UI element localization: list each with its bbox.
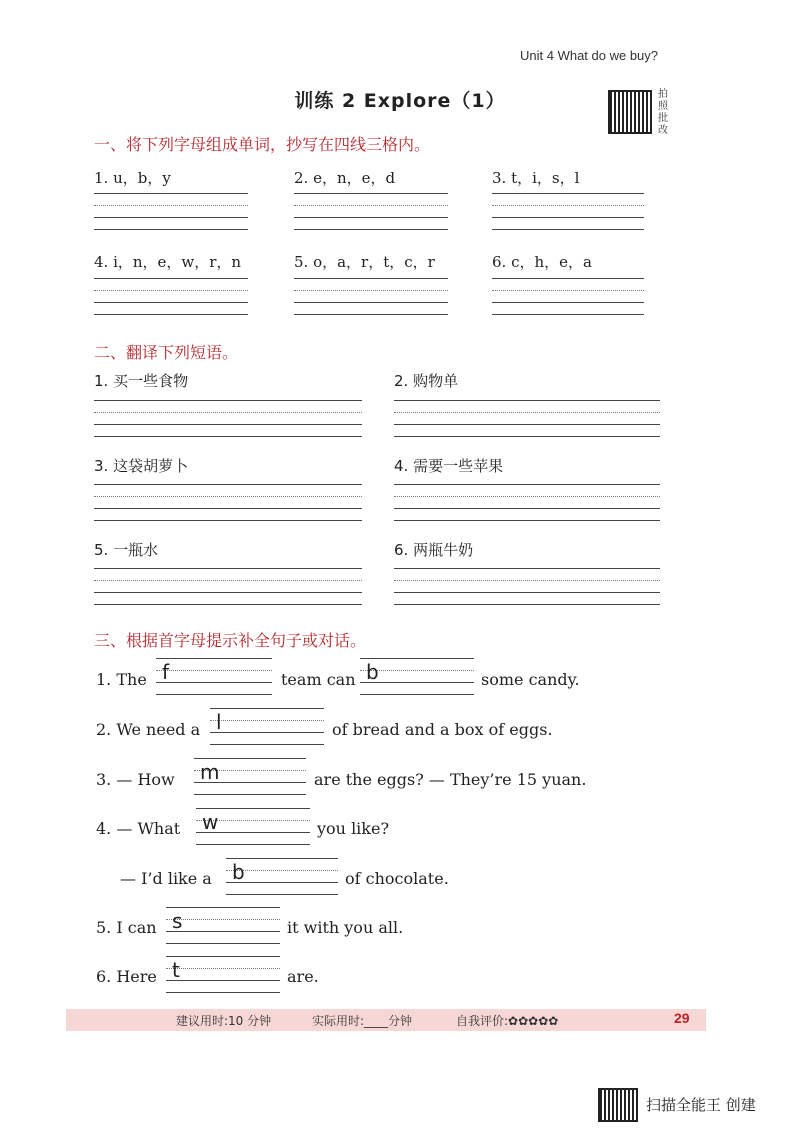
translation-grid-3[interactable] — [94, 484, 362, 522]
qr-label: 拍照批改 — [658, 89, 668, 136]
scanner-qr-icon — [598, 1088, 638, 1122]
blank-6[interactable] — [166, 956, 280, 996]
section2-heading: 二、翻译下列短语。 — [94, 343, 239, 362]
translation-grid-2[interactable] — [394, 400, 660, 438]
sentence-1 — [96, 670, 147, 689]
sentence-4b-part-b: of chocolate. — [345, 869, 449, 888]
blank-4b[interactable] — [226, 858, 338, 898]
hint-letter: m — [200, 760, 220, 784]
sentence-5-part-a: 5. I can — [96, 918, 157, 937]
unit-header: Unit 4 What do we buy? — [520, 48, 659, 63]
sentence-6-part-a: 6. Here — [96, 967, 157, 986]
s2-item-2: 2. 购物单 — [394, 372, 459, 390]
translation-grid-6[interactable] — [394, 568, 660, 606]
sentence-4b-part-a: — I’d like a — [120, 869, 212, 888]
sentence-2-part-a: 2. We need a — [96, 720, 201, 739]
sentence-3-part-b: are the eggs? — They’re 15 yuan. — [314, 770, 587, 789]
hint-letter: l — [216, 710, 222, 734]
section1-heading: 一、将下列字母组成单词，抄写在四线三格内。 — [94, 135, 431, 154]
sentence-6-part-b: are. — [287, 967, 319, 986]
s1-item-4: 4. i，n，e，w，r，n — [94, 253, 242, 271]
page-title: 训练 2 Explore（1） — [294, 90, 506, 112]
s2-item-1: 1. 买一些食物 — [94, 372, 189, 390]
hint-letter: b — [232, 860, 245, 884]
blank-2[interactable] — [210, 708, 324, 748]
writing-grid-4[interactable] — [94, 278, 248, 316]
hint-letter: w — [202, 810, 219, 834]
translation-grid-4[interactable] — [394, 484, 660, 522]
sentence-1-part-b: team can — [281, 670, 356, 689]
s1-item-3: 3. t，i，s，l — [492, 169, 580, 187]
s1-item-6: 6. c，h，e，a — [492, 253, 592, 271]
section3-heading: 三、根据首字母提示补全句子或对话。 — [94, 631, 367, 650]
blank-4a[interactable] — [196, 808, 310, 848]
sentence-1-part-c: some candy. — [481, 670, 580, 689]
sentence-4-part-b: you like? — [317, 819, 390, 838]
blank-1a[interactable] — [156, 658, 272, 698]
sentence-5-part-b: it with you all. — [287, 918, 404, 937]
sentence-2-part-b: of bread and a box of eggs. — [332, 720, 553, 739]
hint-letter: t — [172, 958, 180, 982]
qr-code-icon[interactable] — [608, 90, 652, 134]
blank-5[interactable] — [166, 907, 280, 947]
writing-grid-5[interactable] — [294, 278, 448, 316]
blank-3[interactable] — [194, 758, 306, 798]
hint-letter: f — [162, 660, 170, 684]
actual-time: 实际用时:____分钟 — [312, 1014, 413, 1028]
blank-1b[interactable] — [360, 658, 474, 698]
writing-grid-2[interactable] — [294, 193, 448, 231]
translation-grid-5[interactable] — [94, 568, 362, 606]
page-number: 29 — [674, 1010, 690, 1026]
s2-item-5: 5. 一瓶水 — [94, 541, 159, 559]
hint-letter: s — [172, 909, 183, 933]
translation-grid-1[interactable] — [94, 400, 362, 438]
s2-item-4: 4. 需要一些苹果 — [394, 457, 504, 475]
s1-item-1: 1. u，b，y — [94, 169, 171, 187]
self-rating: 自我评价:✿✿✿✿✿ — [456, 1014, 559, 1028]
s2-item-3: 3. 这袋胡萝卜 — [94, 457, 189, 475]
sentence-4-part-a: 4. — What — [96, 819, 181, 838]
scanner-watermark: 扫描全能王 创建 — [646, 1096, 756, 1114]
suggested-time: 建议用时:10 分钟 — [176, 1014, 272, 1028]
sentence-3-part-a: 3. — How — [96, 770, 175, 789]
s1-item-2: 2. e，n，e，d — [294, 169, 396, 187]
hint-letter: b — [366, 660, 379, 684]
sentence-1-part-a: 1. The — [96, 670, 147, 689]
writing-grid-3[interactable] — [492, 193, 644, 231]
writing-grid-1[interactable] — [94, 193, 248, 231]
s1-item-5: 5. o，a，r，t，c，r — [294, 253, 435, 271]
writing-grid-6[interactable] — [492, 278, 644, 316]
s2-item-6: 6. 两瓶牛奶 — [394, 541, 474, 559]
